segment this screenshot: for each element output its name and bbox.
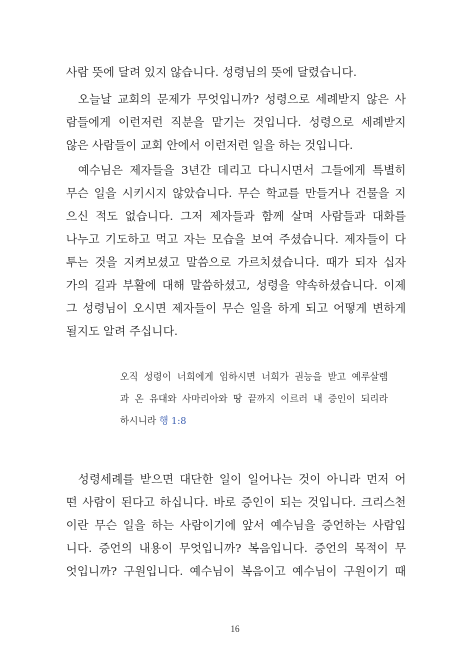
body-text-line: 엇입니까? 구원입니다. 예수님이 복음이고 예수님이 구원이기 때 bbox=[66, 564, 406, 578]
page-number: 16 bbox=[230, 624, 240, 634]
body-text-line: 투는 것을 지켜보셨고 말씀으로 가르치셨습니다. 때가 되자 십자 bbox=[66, 255, 406, 269]
body-text-line: 예수님은 제자들을 3년간 데리고 다니시면서 그들에게 특별히 bbox=[78, 163, 406, 177]
scripture-reference: 행 1:8 bbox=[159, 416, 187, 427]
quote-text: 하시니라 bbox=[120, 416, 157, 427]
body-text-line: 으신 적도 없습니다. 그저 제자들과 함께 살며 사람들과 대화를 bbox=[66, 209, 406, 223]
body-text-line: 무슨 일을 시키시지 않았습니다. 무슨 학교를 만들거나 건물을 지 bbox=[66, 186, 406, 200]
body-text-line: 않은 사람들이 교회 안에서 이런저런 일을 하는 것입니다. bbox=[66, 138, 354, 152]
body-text-line: 오늘날 교회의 문제가 무엇입니까? 성령으로 세례받지 않은 사 bbox=[78, 92, 406, 106]
body-text-line: 니다. 증언의 내용이 무엇입니까? 복음입니다. 증언의 목적이 무 bbox=[66, 541, 406, 555]
quote-line: 오직 성령이 너희에게 임하시면 너희가 권능을 받고 예루살렘 bbox=[120, 372, 388, 383]
body-text-line: 될지도 알려 주십니다. bbox=[66, 324, 178, 338]
quote-line-last bbox=[120, 414, 388, 430]
quote-line: 과 온 유대와 사마리아와 땅 끝까지 이르러 내 증인이 되리라 bbox=[120, 394, 388, 405]
body-text-line: 람들에게 이런저런 직분을 맡기는 것입니다. 성령으로 세례받지 bbox=[66, 115, 406, 129]
body-text-line: 떤 사람이 된다고 하십니다. 바로 증인이 되는 것입니다. 크리스천 bbox=[66, 495, 406, 509]
body-text-line: 사람 뜻에 달려 있지 않습니다. 성령님의 뜻에 달렸습니다. bbox=[66, 65, 357, 79]
body-text-line: 나누고 기도하고 먹고 자는 모습을 보여 주셨습니다. 제자들이 다 bbox=[66, 232, 406, 246]
body-text-line: 가의 길과 부활에 대해 말씀하셨고, 성령을 약속하셨습니다. 이제 bbox=[66, 278, 406, 292]
body-text-line: 성령세례를 받으면 대단한 일이 일어나는 것이 아니라 먼저 어 bbox=[78, 472, 406, 486]
body-text-line: 이란 무슨 일을 하는 사람이기에 앞서 예수님을 증언하는 사람입 bbox=[66, 518, 406, 532]
body-text-line: 그 성령님이 오시면 제자들이 무슨 일을 하게 되고 어떻게 변하게 bbox=[66, 301, 406, 315]
